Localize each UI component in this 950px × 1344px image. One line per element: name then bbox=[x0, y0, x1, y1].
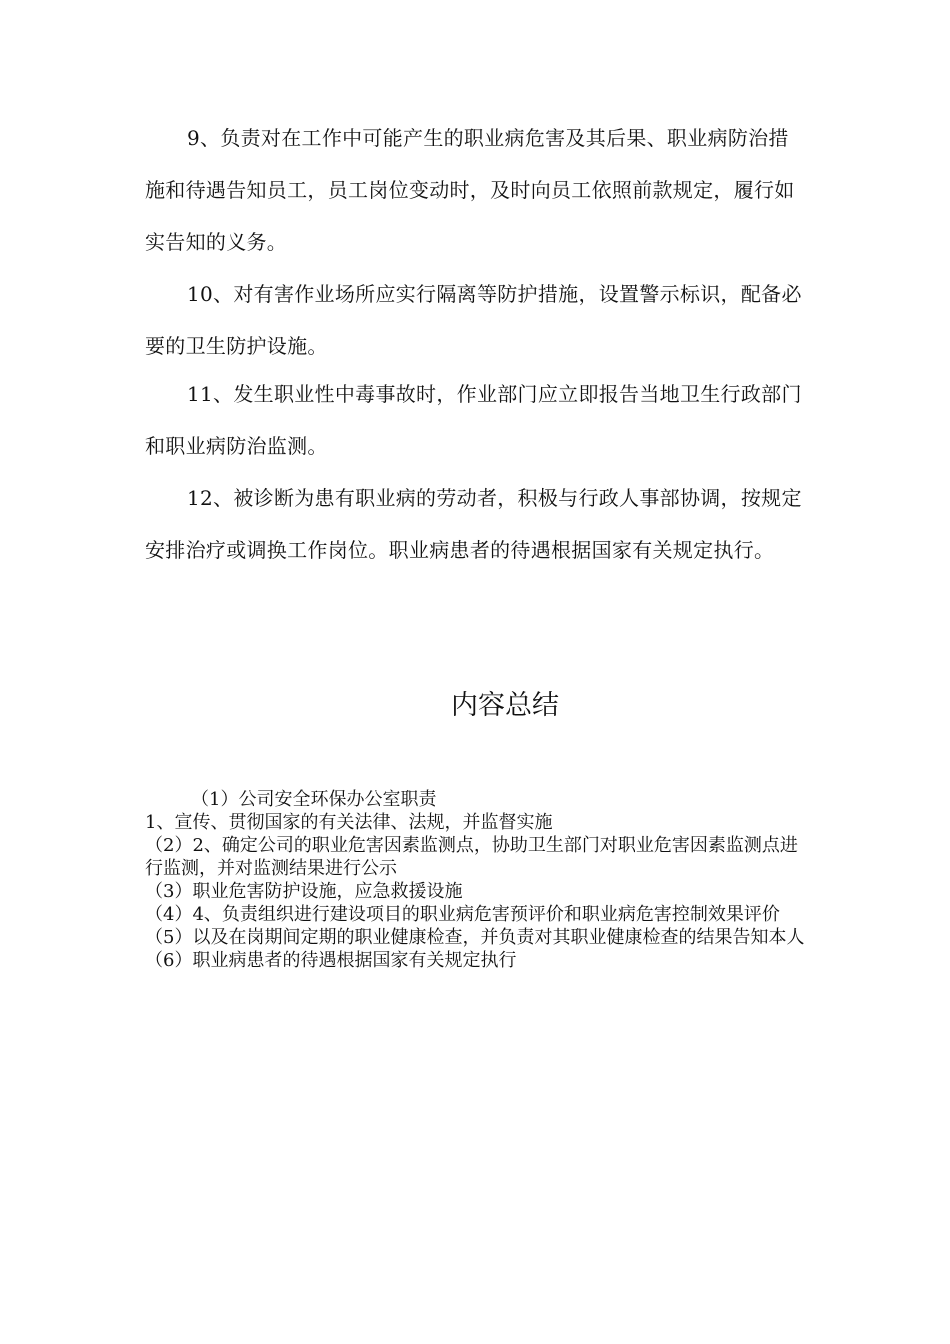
summary-title: 内容总结 bbox=[451, 690, 559, 721]
paragraph-10: 10、对有害作业场所应实行隔离等防护措施，设置警示标识，配备必要的卫生防护设施。 bbox=[145, 282, 802, 358]
summary-item: （5）以及在岗期间定期的职业健康检查，并负责对其职业健康检查的结果告知本人 bbox=[145, 927, 805, 948]
summary-item: （1）公司安全环保办公室职责 bbox=[191, 789, 437, 810]
summary-item: 1、宣传、贯彻国家的有关法律、法规，并监督实施 bbox=[145, 812, 553, 833]
summary-item: （4）4、负责组织进行建设项目的职业病危害预评价和职业病危害控制效果评价 bbox=[145, 904, 780, 925]
summary-item: （2）2、确定公司的职业危害因素监测点，协助卫生部门对职业危害因素监测点进行监测，并对监测结果进行公示 bbox=[145, 835, 798, 879]
paragraph-9: 9、负责对在工作中可能产生的职业病危害及其后果、职业病防治措施和待遇告知员工，员工岗位变动时，及时向员工依照前款规定，履行如实告知的义务。 bbox=[145, 126, 795, 254]
paragraph-12: 12、被诊断为患有职业病的劳动者，积极与行政人事部协调，按规定安排治疗或调换工作岗位。职业病患者的待遇根据国家有关规定执行。 bbox=[145, 486, 802, 562]
paragraph-11: 11、发生职业性中毒事故时，作业部门应立即报告当地卫生行政部门和职业病防治监测。 bbox=[145, 382, 802, 458]
summary-item: （3）职业危害防护设施，应急救援设施 bbox=[145, 881, 463, 902]
summary-item: （6）职业病患者的待遇根据国家有关规定执行 bbox=[145, 950, 517, 971]
summary-list bbox=[145, 788, 805, 972]
